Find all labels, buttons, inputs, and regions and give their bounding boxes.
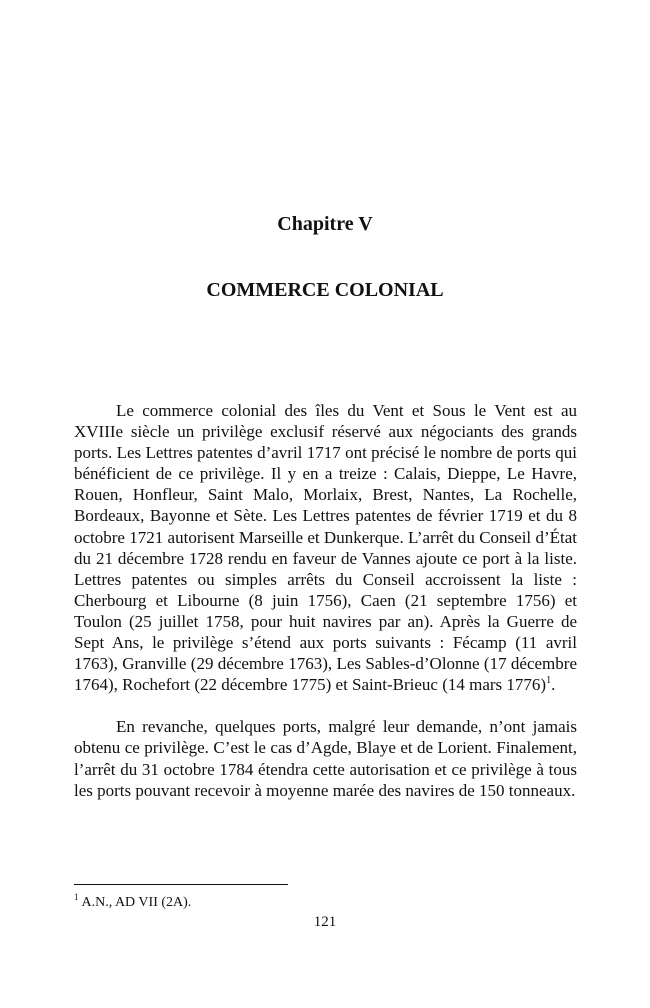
footnote-reference[interactable]: 1 <box>546 675 552 687</box>
body-text <box>74 400 577 801</box>
paragraph-1 <box>74 400 577 695</box>
paragraph-2: En revanche, quelques ports, malgré leur demande, n’ont jamais obtenu ce privilège. C’est le cas d’Agde, Blaye et de Lorient. Finalement, l’arrêt du 31 octobre 1784 étendra cette autorisation et ce privilège à tous les ports pouvant recevoir à moyenne marée des navires de 150 tonneaux. <box>74 717 577 800</box>
chapter-number: Chapitre V <box>277 213 373 235</box>
footnote-marker: 1 <box>74 892 79 902</box>
chapter-title: COMMERCE COLONIAL <box>206 279 444 301</box>
footnote <box>74 894 191 912</box>
footnote-divider <box>74 884 288 885</box>
paragraph-1-text: Le commerce colonial des îles du Vent et Sous le Vent est au XVIIIe siècle un privilège exclusif réservé aux négociants des grands ports. Les Lettres patentes d’avril 1717 ont précisé le nombre de ports qui bénéficient de ce privilège. Il y en a treize : Calais, Dieppe, Le Havre, Rouen, Honfleur, Saint Malo, Morlaix, Brest, Nantes, La Rochelle, Bordeaux, Bayonne et Sète. Les Lettres patentes de février 1719 et du 8 octobre 1721 autorisent Marseille et Dunkerque. L’arrêt du Conseil d’État du 21 décembre 1728 rendu en faveur de Vannes ajoute ce port à la liste. Lettres patentes ou simples arrêts du Conseil accroissent la liste : Cherbourg et Libourne (8 juin 1756), Caen (21 septembre 1756) et Toulon (25 juillet 1758, pour huit navires par an). Après la Guerre de Sept Ans, le privilège s’étend aux ports suivants : Fécamp (11 avril 1763), Granville (29 décembre 1763), Les Sables-d’Olonne (17 décembre 1764), Rochefort (22 décembre 1775) et Saint-Brieuc (14 mars 1776) <box>74 401 577 695</box>
page-number: 121 <box>313 914 337 930</box>
footnote-text: A.N., AD VII (2A). <box>81 895 192 910</box>
paragraph-1-trailing: . <box>551 675 556 695</box>
